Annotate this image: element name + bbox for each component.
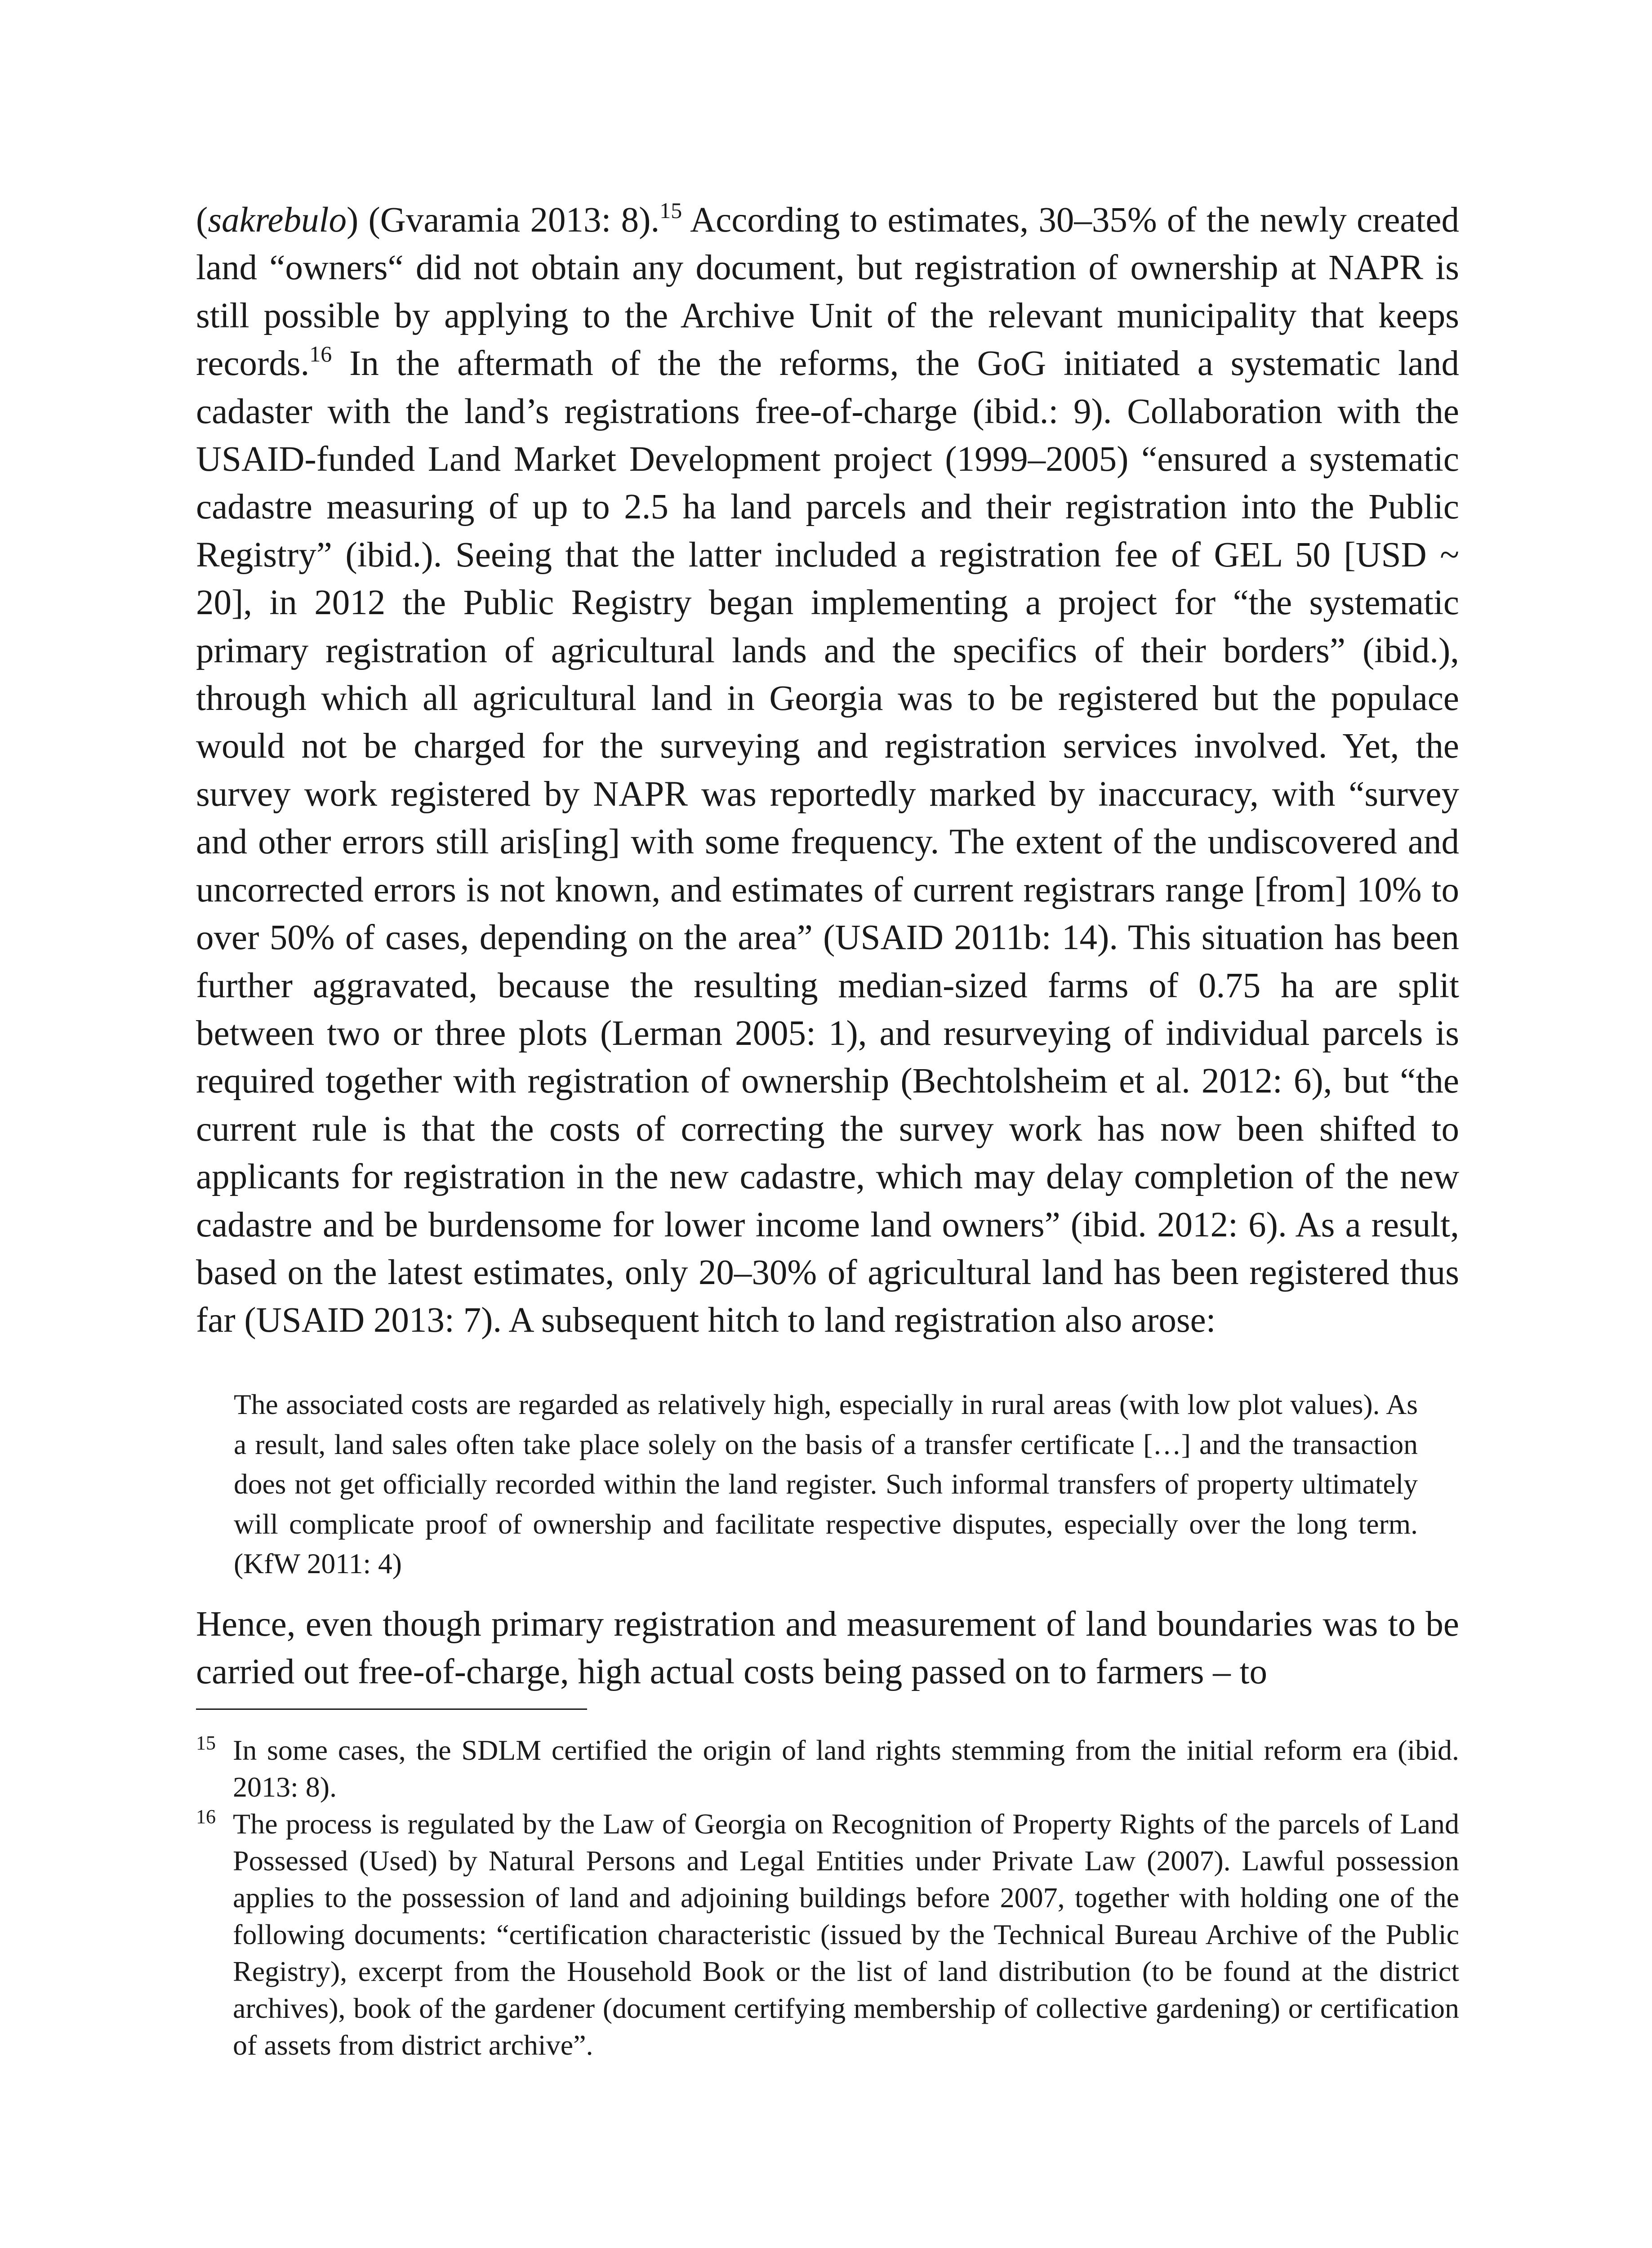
footnote-16 xyxy=(196,1806,1459,2064)
body-paragraph-1 xyxy=(196,196,1459,1345)
footnote-text: The process is regulated by the Law of Georgia on Recognition of Property Rights of the parcels of Land Possessed (Used) by Natural Persons and Legal Entities under Private Law (2007). Lawful possession applies to the possession of land and adjoining buildings before 2007, together with holding one of the following documents: “certification characteristic (issued by the Technical Bureau Archive of the Public Registry), excerpt from the Household Book or the list of land distribution (to be found at the district archives), book of the gardener (document certifying membership of collective gardening) or certification of assets from district archive”. xyxy=(233,1808,1459,2061)
paragraph-segment: According to estimates, 30–35% of the newly created land “owners“ did not obtain any document, but registration of ownership at NAPR is still possible by applying to the Archive Unit of the relevant municipality that keeps records. xyxy=(196,201,1459,384)
italic-term: sakrebulo xyxy=(208,201,347,240)
paragraph-segment: In the aftermath of the the reforms, the GoG initiated a systematic land cadaster with the land’s registrations free-of-charge (ibid.: 9). Collaboration with the USAID-funded Land Market Development project (1999–2005) “ensured a systematic cadastre measuring of up to 2.5 ha land parcels and their registration into the Public Registry” (ibid.). Seeing that the latter included a registration fee of GEL 50 [USD ~ 20], in 2012 the Public Registry began implementing a project for “the systematic primary registration of agricultural lands and the specifics of their borders” (ibid.), through which all agricultural land in Georgia was to be registered but the populace would not be charged for the surveying and registration services involved. Yet, the survey work registered by NAPR was reportedly marked by inaccuracy, with “survey and other errors still aris[ing] with some frequency. The extent of the undiscovered and uncorrected errors is not known, and estimates of current registrars range [from] 10% to over 50% of cases, depending on the area” (USAID 2011b: 14). This situation has been further aggravated, because the resulting median-sized farms of 0.75 ha are split between two or three plots (Lerman 2005: 1), and resurveying of individual parcels is required together with registration of ownership (Bechtolsheim et al. 2012: 6), but “the current rule is that the costs of correcting the survey work has now been shifted to applicants for registration in the new cadastre, which may delay completion of the new cadastre and be burdensome for lower income land owners” (ibid. 2012: 6). As a result, based on the latest estimates, only 20–30% of agricultural land has been registered thus far (USAID 2013: 7). A subsequent hitch to land registration also arose: xyxy=(196,344,1459,1340)
footnote-number: 15 xyxy=(196,1732,216,1754)
paragraph-segment: ) (Gvaramia 2013: 8). xyxy=(346,201,660,240)
footnote-ref-16[interactable]: 16 xyxy=(309,341,332,367)
footnote-number: 16 xyxy=(196,1806,216,1828)
block-quote: The associated costs are regarded as relatively high, especially in rural areas (with low plot values). As a result, land sales often take place solely on the basis of a transfer certificate […] and the transaction does not get officially recorded within the land register. Such informal transfers of property ultimately will complicate proof of ownership and facilitate respective disputes, especially over the long term. (KfW 2011: 4) xyxy=(234,1388,1418,1580)
footnote-separator xyxy=(196,1708,587,1710)
footnote-text: In some cases, the SDLM certified the origin of land rights stemming from the initial reform era (ibid. 2013: 8). xyxy=(233,1734,1459,1803)
footnote-15 xyxy=(196,1732,1459,1806)
open-paren: ( xyxy=(196,201,208,240)
footnote-list xyxy=(196,1732,1459,2064)
body-paragraph-2: Hence, even though primary registration and measurement of land boundaries was to be carried out free-of-charge, high actual costs being passed on to farmers – to xyxy=(196,1605,1459,1692)
footnote-ref-15[interactable]: 15 xyxy=(659,198,682,223)
